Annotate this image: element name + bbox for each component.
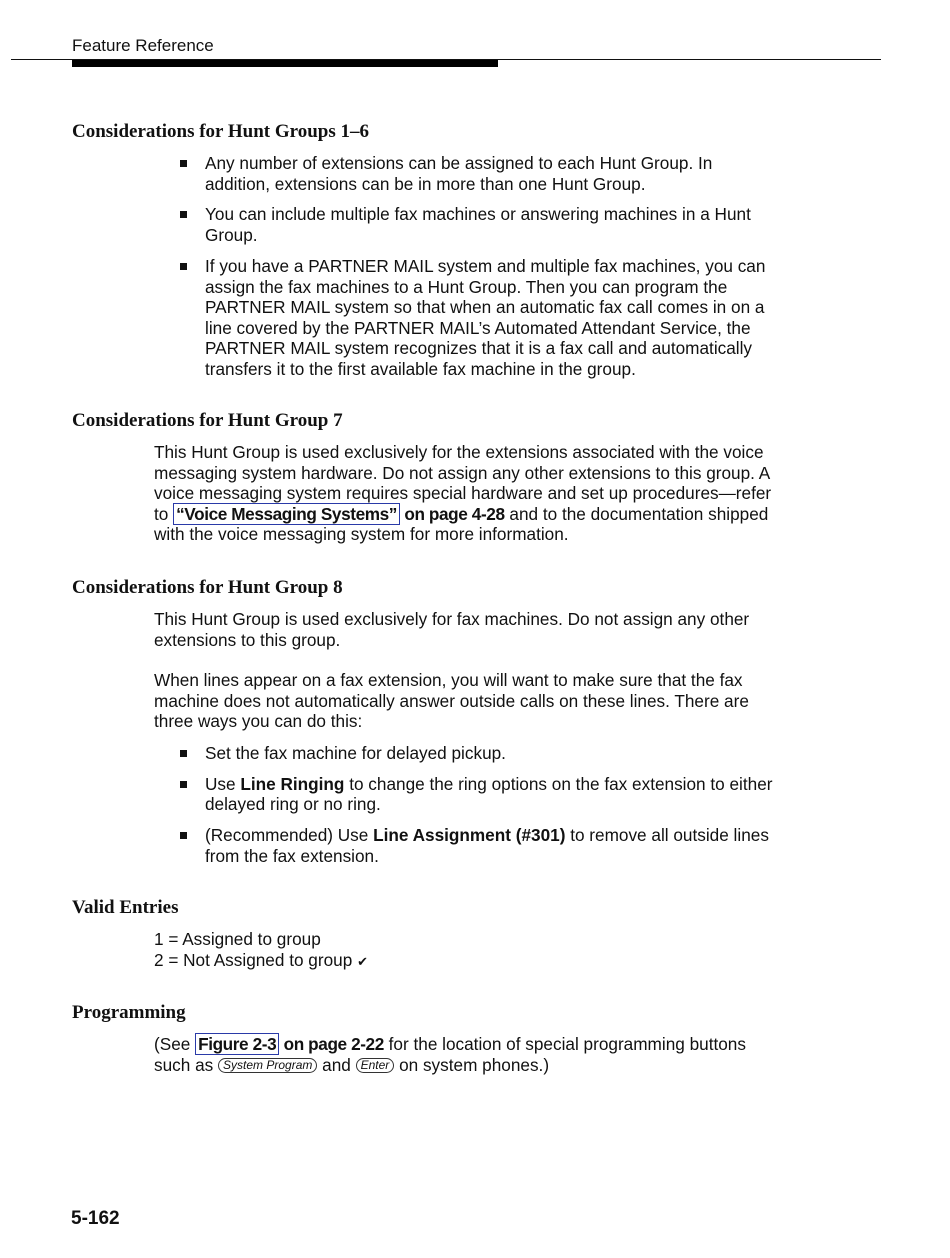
section-heading-hunt-groups-1-6: Considerations for Hunt Groups 1–6 [72, 121, 370, 142]
section-heading-programming: Programming [72, 1002, 186, 1023]
list-item: Any number of extensions can be assigned to each Hunt Group. In addition, extensions can be in more than one Hunt Group. [178, 153, 778, 194]
entry-assigned: 1 = Assigned to group [154, 929, 321, 949]
section-heading-hunt-group-7: Considerations for Hunt Group 7 [72, 410, 343, 431]
system-program-key: System Program [218, 1058, 317, 1073]
voice-messaging-link[interactable]: “Voice Messaging Systems” on page 4-28 [173, 503, 505, 525]
bullet-icon [180, 832, 187, 839]
list-item: (Recommended) Use Line Assignment (#301) to remove all outside lines from the fax extension. [178, 825, 778, 866]
fax-options-list [178, 743, 778, 877]
bullet-icon [180, 160, 187, 167]
feature-name: Line Ringing [240, 773, 345, 794]
bullet-icon [180, 750, 187, 757]
hunt-group-8-paragraph-2: When lines appear on a fax extension, you will want to make sure that the fax machine does not automatically answer outside calls on these lines. There are three ways you can do this: [154, 670, 749, 732]
programming-paragraph: (See Figure 2-3 on page 2-22 for the location of special programming buttons such as System Program and Enter on system phones.) [154, 1034, 746, 1075]
list-item: Use Line Ringing to change the ring options on the fax extension to either delayed ring or no ring. [178, 774, 778, 815]
bullet-icon [180, 781, 187, 788]
page-number: 5-162 [71, 1208, 120, 1229]
figure-2-3-link[interactable]: Figure 2-3 on page 2-22 [195, 1033, 384, 1055]
bullet-icon [180, 211, 187, 218]
valid-entries-list [154, 929, 774, 972]
header-bar [72, 60, 498, 67]
section-heading-valid-entries: Valid Entries [72, 897, 179, 918]
list-item: If you have a PARTNER MAIL system and multiple fax machines, you can assign the fax machines to a Hunt Group. Then you can program the PARTNER MAIL system so that when an automatic fax call comes in on a line covered by the PARTNER MAIL’s Automated Attendant Service, the PARTNER MAIL system recognizes that it is a fax call and automatically transfers it to the first available fax machine in the group. [178, 256, 778, 380]
hunt-group-7-paragraph: This Hunt Group is used exclusively for the extensions associated with the voice messaging system hardware. Do not assign any other extensions to this group. A voice messaging system requires special hardware and set up procedures—refer to “Voice Messaging Systems” on page 4-28 and to the documentation shipped with the voice messaging system for more information. [154, 442, 772, 545]
section-heading-hunt-group-8: Considerations for Hunt Group 8 [72, 577, 343, 598]
hunt-group-8-paragraph-1: This Hunt Group is used exclusively for fax machines. Do not assign any other extensions to this group. [154, 609, 750, 650]
entry-not-assigned: 2 = Not Assigned to group [154, 949, 353, 970]
hunt-groups-1-6-list [178, 153, 778, 390]
bullet-icon [180, 263, 187, 270]
default-check-icon: ✔ [357, 953, 368, 969]
list-item: Set the fax machine for delayed pickup. [178, 743, 778, 764]
enter-key: Enter [356, 1058, 395, 1073]
list-item: You can include multiple fax machines or answering machines in a Hunt Group. [178, 204, 778, 245]
header-title: Feature Reference [72, 36, 214, 55]
feature-name: Line Assignment (#301) [373, 825, 566, 846]
